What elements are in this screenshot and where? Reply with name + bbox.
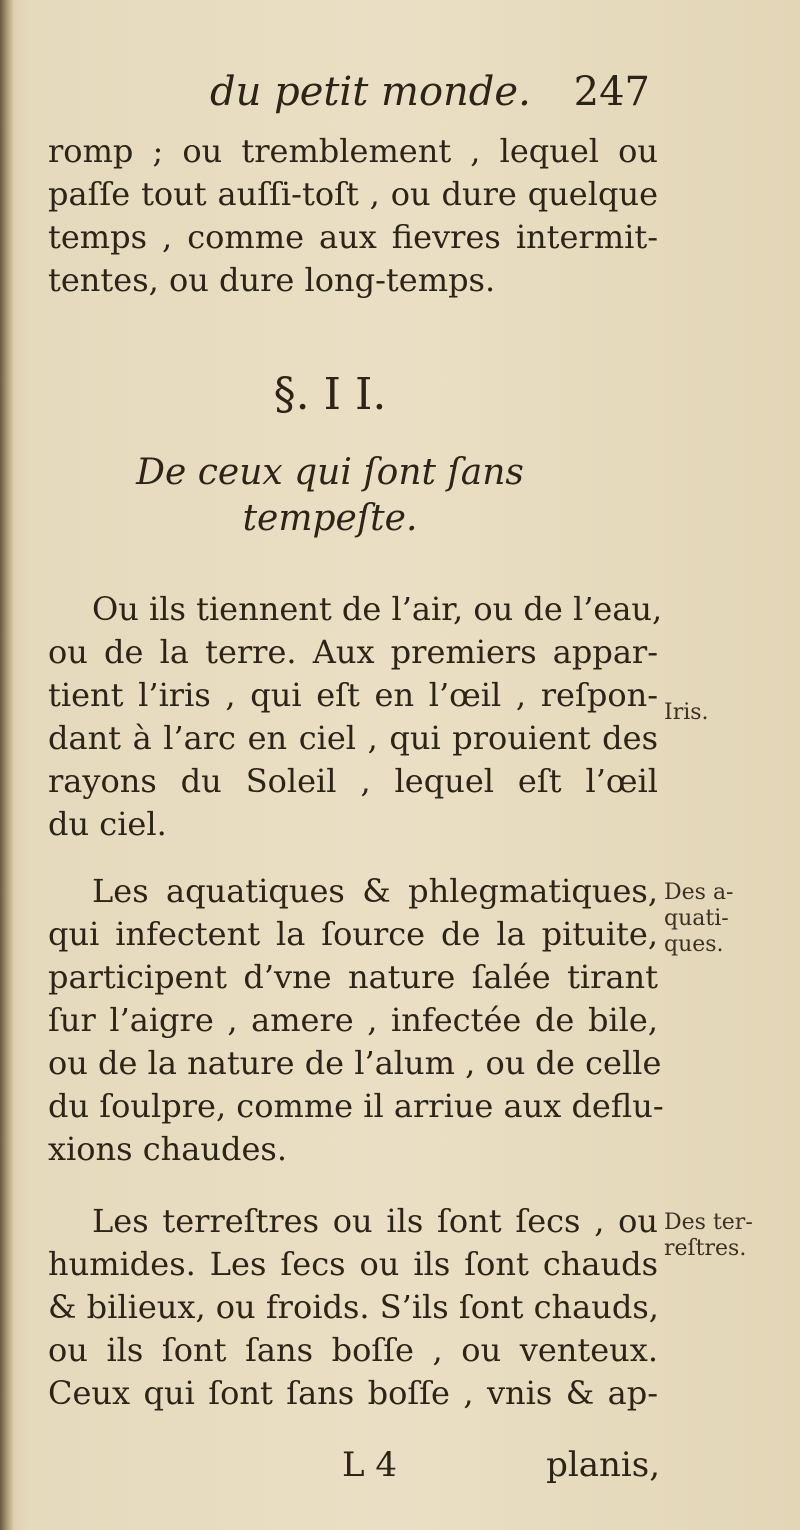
text-line: du ſoulpre, comme il arriue aux deflu- (48, 1087, 664, 1125)
text-line: temps , comme aux fievres intermit- (48, 218, 658, 256)
text-line: paſſe tout auſſi-toſt , ou dure quelque (48, 175, 658, 213)
margin-note-aquatiques (664, 880, 794, 958)
page-gutter-shadow (0, 0, 14, 1530)
section-title (0, 450, 660, 542)
margin-note-line: Des a- (664, 880, 734, 905)
text-line: Les terreſtres ou ils ſont ſecs , ou (92, 1202, 658, 1240)
text-line: tient l’iris , qui eſt en l’œil , reſpon- (48, 676, 658, 714)
text-line: xions chaudes. (48, 1130, 287, 1168)
running-title: du petit monde. (210, 69, 531, 115)
margin-note-line: quati- (664, 906, 729, 931)
text-line: Ou ils tiennent de l’air, ou de l’eau, (92, 590, 663, 628)
margin-note-line: ques. (664, 932, 724, 957)
page-header (210, 62, 660, 122)
section-title-line: De ceux qui ſont ſans (136, 452, 524, 493)
margin-note-iris (664, 700, 794, 726)
text-line: tentes, ou dure long-temps. (48, 261, 496, 299)
margin-note-line: reſtres. (664, 1236, 747, 1261)
text-line: Les aquatiques & phlegmatiques, (92, 872, 658, 910)
paragraph-iris (48, 588, 663, 846)
text-line: Ceux qui ſont ſans boſſe , vnis & ap- (48, 1374, 658, 1412)
text-line: humides. Les ſecs ou ils ſont chauds (48, 1245, 658, 1283)
margin-note-line: Iris. (664, 700, 709, 725)
text-line: dant à l’arc en ciel , qui prouient des (48, 719, 658, 757)
text-line: ou de la terre. Aux premiers appar- (48, 633, 658, 671)
text-line: & bilieux, ou froids. S’ils ſont chauds, (48, 1288, 659, 1326)
text-line: ou ils ſont ſans boſſe , ou venteux. (48, 1331, 658, 1369)
page-footer (330, 1440, 660, 1490)
text-line: ſur l’aigre , amere , infectée de bile, (48, 1001, 658, 1039)
paragraph-aquatiques (48, 870, 664, 1171)
catchword: planis, (546, 1445, 660, 1485)
paragraph-terrestres (48, 1200, 658, 1415)
text-line: rayons du Soleil , lequel eſt l’œil (48, 762, 658, 800)
text-line: ou de la nature de l’alum , ou de celle (48, 1044, 662, 1082)
text-line: romp ; ou tremblement , lequel ou (48, 132, 658, 170)
margin-note-line: Des ter- (664, 1210, 753, 1235)
text-line: du ciel. (48, 805, 167, 843)
paragraph-continued (48, 130, 658, 302)
page-number: 247 (573, 69, 650, 115)
signature-mark: L 4 (342, 1445, 398, 1485)
section-number: §. I I. (273, 369, 387, 420)
margin-note-terrestres (664, 1210, 794, 1262)
text-line: qui infectent la ſource de la pituite, (48, 915, 658, 953)
text-line: participent d’vne nature ſalée tirant (48, 958, 658, 996)
section-title-line: tempeſte. (242, 498, 418, 539)
